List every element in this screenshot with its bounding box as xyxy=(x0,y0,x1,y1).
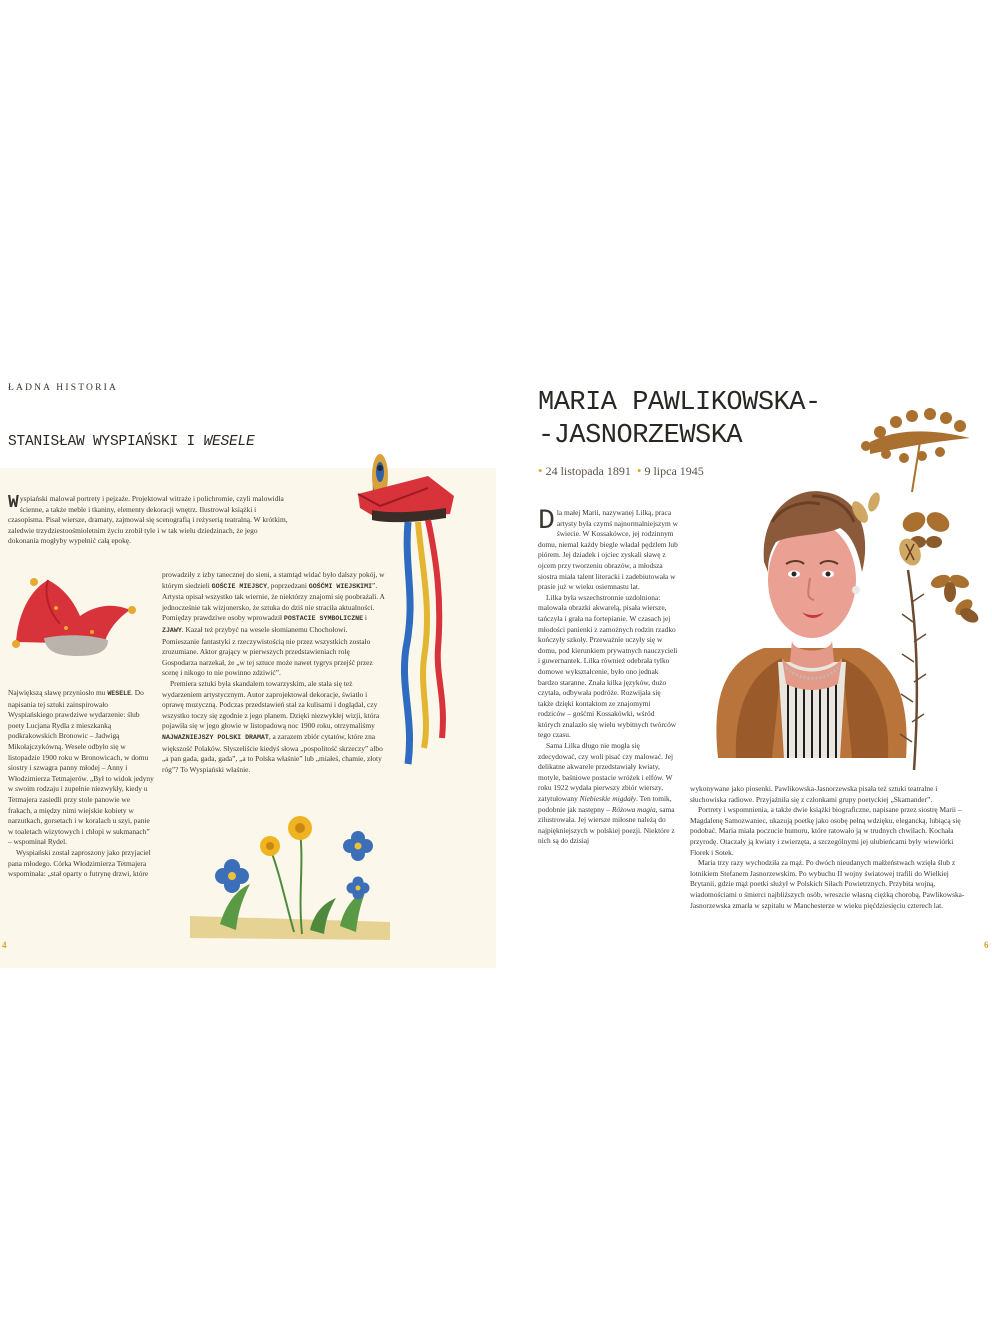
death-date: 9 lipca 1945 xyxy=(644,464,704,478)
leaf-sprig-icon xyxy=(929,572,971,602)
drop-cap: W xyxy=(8,493,19,513)
krakow-hat-ribbons-illustration xyxy=(350,448,470,768)
right-column-2: wykonywane jako piosenki. Pawlikowska-Jasnorzewska pisała też sztuki teatralne i słuchowiska radiowe. Przyjaźniła się z członkami grupy poetyckiej „Skamander”. Portrety i wspomnienia, a także dwie książki biograficzne, napisane przez siostrę Marii – Magdalenę Samozwaniec, ukazują poetkę jako osobę pełną wdzięku, elegancką, lubiącą się podobać. Maria miała poczucie humoru, które ratowało ją w trudnych chwilach. Kochała przyrodę. Otaczały ją kwiaty i zwierzęta, a szczególnymi jej ulubieńcami były wiewiórki Florek i Sotek. Maria trzy razy wychodziła za mąż. Po dwóch nieudanych małżeństwach wzięła ślub z lotnikiem Stefanem Jasnorzewskim. Po wybuchu II wojny światowej trafili do Wielkiej Brytanii, gdzie mąż poetki służył w Polskich Siłach Powietrznych. Przybita wojną, wiadomościami o śmierci najbliższych osób, wreszcie własną ciężką chorobą, Pawlikowska-Jasnorzewska zmarła w szpitalu w Manchesterze w wieku pięćdziesięciu czterech lat. xyxy=(690,784,965,910)
right-column-1: Dla małej Marii, nazywanej Lilką, praca artysty była czymś najnormalniejszym w świecie. W Kossakówce, jej rodzinnym domu, niemal każdy biegle władał pędzlem lub piórem. Jej dziadek i ojciec zyskali sławę z ojcem przy tworzeniu obrazów, a młodsza siostra miała talent literacki i zadebiutowała w prasie już w wieku osiemnastu lat. Lilka była wszechstronnie uzdolniona: malowała obrazki akwarelą, pisała wiersze, tańczyła i grała na fortepianie. W czasach jej młodości panienki z zamożnych rodzin rzadko kończyły szkoły. Przeważnie uczyły się w domu, pod kierunkiem prywatnych nauczycieli i guwernantek. Lilka również odebrała tylko domowe wykształcenie, było ono jednak bardzo staranne. Znała kilka języków, dużo czytała, odbywała podróże. Rozwijała się także dzięki kontaktom ze znajomymi rodziców – gośćmi Kossakówki, wśród których znalazło się wielu wybitnych twórców tego czasu. Sama Lilka długo nie mogła się zdecydować, czy woli pisać czy malować. Jej delikatne akwarele przedstawiały kwiaty, motyle, baśniowe postacie wróżek i elfów. W roku 1922 wydała pierwszy zbiór wierszy, zatytułowany Niebieskie migdały. Ten tomik, podobnie jak następny – Różowa magia, sama zilustrowała. Jej wiersze miłosne należą do najpiękniejszych w polskiej poezji. Niektóre z nich są do dzisiaj xyxy=(538,506,678,846)
column-a: Największą sławę przyniosło mu WESELE. Do napisania tej sztuki zainspirowało Wyspiańskiego prawdziwe wydarzenie: ślub poety Lucjana Rydla z mieszkanką podkrakowskich Bronowic – Jadwigą Mikołajczykówną. Wesele odbyło się w listopadzie 1900 roku w Bronowicach, w domu siostry i szwagra panny młodej – Anny i Włodzimierza Tetmajerów. „Był to widok jedyny w swoim rodzaju i zupełnie niezwykły, kiedy u Tetmajera zasiedli przy stole panowie we frakach, a między nimi wiejskie kobiety w narzutkach, gorsetach i w koralach u szyi, panie w toaletach wizytowych i chłopi w sukmanach” – wspominał Rydel. Wyspiański został zaproszony jako przyjaciel pana młodego. Córka Włodzimierza Tetmajera wspominała: „stał oparty o futrynę drzwi, które xyxy=(8,688,154,879)
intro-paragraph: Wyspiański malował portrety i pejzaże. Projektował witraże i polichromie, czyli malowidła ścienne, a także meble i tkaniny, elementy dekoracji wnętrz. Ilustrował książki i czasopisma. Pisał wiersze, dramaty, zajmował się scenografią i reżyserią teatralną. W krótkim, zaledwie trzydziestoośmioletnim życiu zrobił tyle i w tak wielu dziedzinach, że jego dokonania mogłyby wypełnić całą epokę. xyxy=(8,493,288,546)
flowers-illustration xyxy=(190,804,390,944)
page-number-right: 6 xyxy=(984,940,989,950)
botanical-illustration xyxy=(850,402,982,772)
life-dates: • 24 listopada 1891 • 9 lipca 1945 xyxy=(538,463,704,478)
fern-icon xyxy=(952,596,981,625)
jester-hat-illustration xyxy=(8,572,140,662)
page-number-left: 4 xyxy=(2,940,7,950)
drop-cap: D xyxy=(538,506,555,537)
birth-date: 24 listopada 1891 xyxy=(545,464,631,478)
article-title: STANISŁAW WYSPIAŃSKI I WESELE xyxy=(8,434,255,450)
column-b: prowadziły z izby tanecznej do sieni, a stamtąd widać było dalszy pokój, w którym siedzieli GOŚCIE MIEJSCY, poprzedzani GOŚĆMI WIEJSKIMI”. Artysta opisał wszystko tak wiernie, że niektórzy znajomi się poobrażali. A jednocześnie tak wizjonersko, że sztuka do dziś nie straciła aktualności. Pomiędzy prawdziwe osoby wprowadził POSTACIE SYMBOLICZNE i ZJAWY. Kazał też przybyć na wesele słomianemu Chochołowi. Pomieszanie fantastyki z rzeczywistością nie przez wszystkich zostało zrozumiane. Aktor grający w pierwszych przedstawieniach rolę Gospodarza narzekał, że „w tej sztuce może nawet tygrys przejść przez scenę i nikogo to nie powinno zdziwić”. Premiera sztuki była skandalem towarzyskim, ale stała się też wydarzeniem artystycznym. Autor zaprojektował dekoracje, światło i oprawę muzyczną. Podczas przedstawień stał za kulisami i doglądał, czy wszystko toczy się zgodnie z jego planem. Dzięki niezwykłej wizji, która pojawiła się w jego głowie w listopadową noc 1900 roku, otrzymaliśmy NAJWAŻNIEJSZY POLSKI DRAMAT, a zarazem zbiór cytatów, które zna większość Polaków. Słyszeliście kiedyś słowa „pospolitość skrzeczy” albo „a pan gada, gada, gada”, „a to Polska właśnie” lub „miałeś, chamie, złoty róg”? To Wyspiański właśnie. xyxy=(162,570,385,774)
blue-flower-right xyxy=(343,831,373,861)
portrait-title: MARIA PAWLIKOWSKA- -JASNORZEWSKA xyxy=(538,388,821,451)
running-head: ŁADNA HISTORIA xyxy=(8,383,119,393)
